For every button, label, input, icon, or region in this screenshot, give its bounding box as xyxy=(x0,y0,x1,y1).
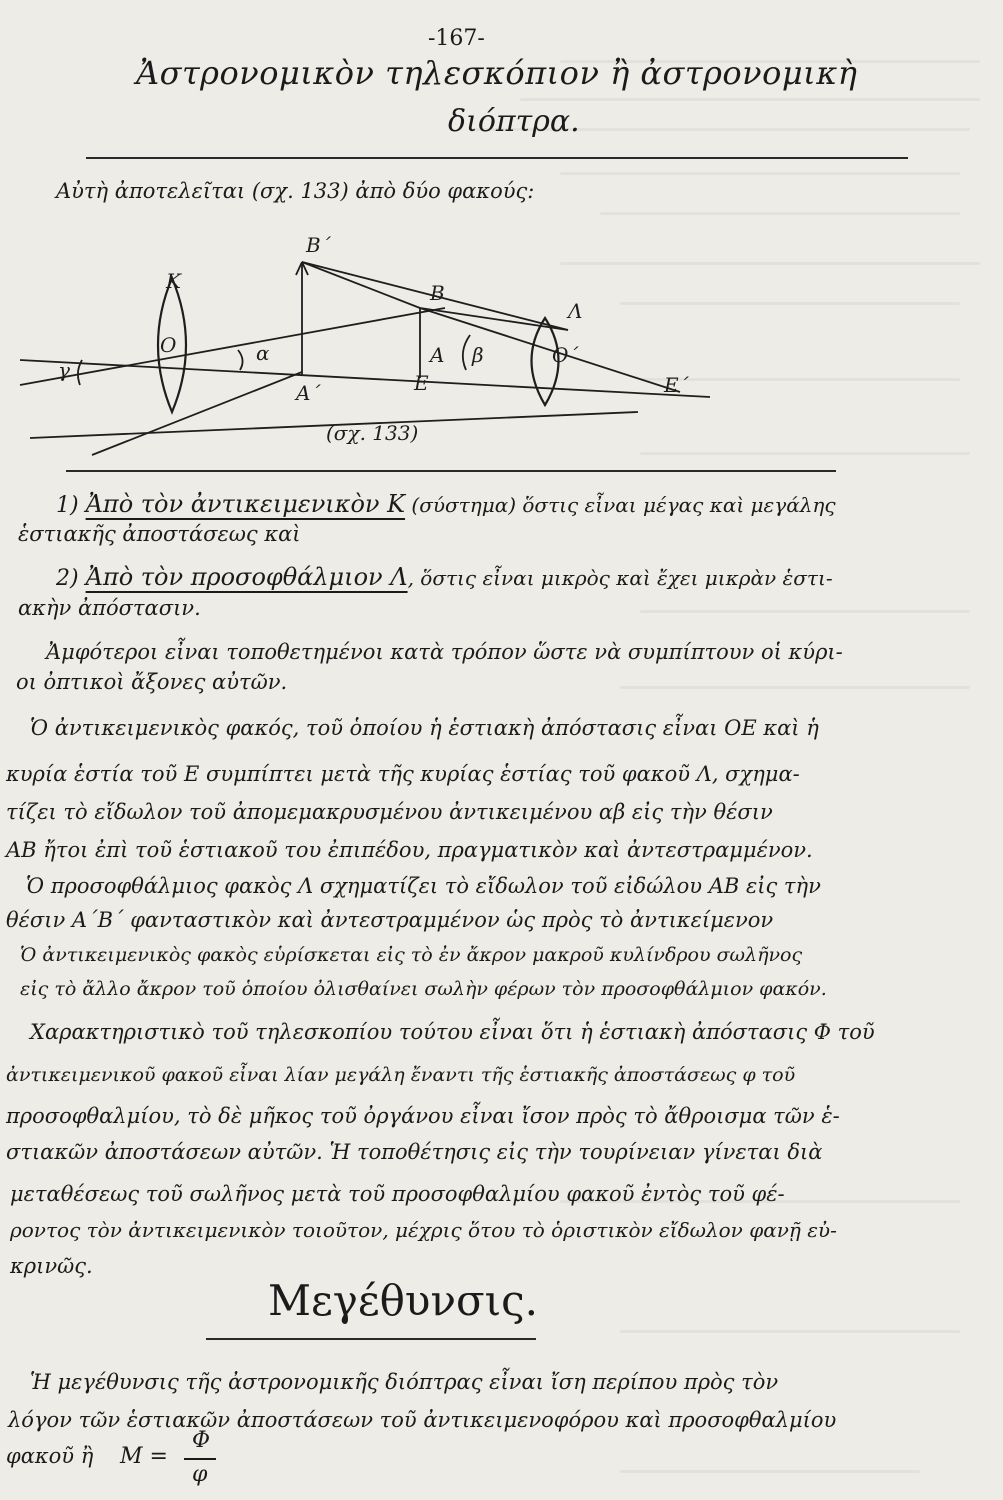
section-text-line: λόγον τῶν ἑστιακῶν ἀποστάσεων τοῦ ἀντικειμενοφόρου καὶ προσοφθαλμίου xyxy=(8,1408,837,1432)
paragraph-line: ροντος τὸν ἀντικειμενικὸν τοιοῦτον, μέχρις ὅτου τὸ ὁριστικὸν εἴδωλον φανῇ εὐ- xyxy=(10,1218,837,1242)
paragraph-line: ΑΒ ἤτοι ἐπὶ τοῦ ἑστιακοῦ του ἐπιπέδου, πραγματικὸν καὶ ἀντεστραμμένον. xyxy=(6,838,813,862)
label-A-prime: Α΄ xyxy=(296,381,321,405)
paragraph-line: Ὁ ἀντικειμενικὸς φακός, τοῦ ὁποίου ἡ ἑστιακὴ ἀπόστασις εἶναι ΟΕ καὶ ἡ xyxy=(30,716,819,740)
label-K: Κ xyxy=(166,269,181,293)
paragraph-line: οι ὀπτικοὶ ἄξονες αὐτῶν. xyxy=(16,670,288,694)
paragraph-line: θέσιν Α΄Β΄ φανταστικὸν καὶ ἀντεστραμμένον ὡς πρὸς τὸ ἀντικείμενον xyxy=(6,908,774,932)
formula-numerator: Φ xyxy=(192,1428,211,1453)
label-B-prime: Β΄ xyxy=(306,233,331,257)
section-heading-underline xyxy=(206,1338,536,1340)
label-O: Ο xyxy=(160,333,177,357)
item-2-heading: Ἀπὸ τὸν προσοφθάλμιον Λ xyxy=(85,563,408,591)
label-Lambda: Λ xyxy=(568,299,583,323)
incoming-ray-upper xyxy=(20,308,445,385)
formula-denominator: φ xyxy=(192,1462,208,1487)
paragraph-line: εἰς τὸ ἄλλο ἄκρον τοῦ ὁποίου ὀλισθαίνει σωλὴν φέρων τὸν προσοφθάλμιον φακόν. xyxy=(20,978,827,1000)
label-E: Ε xyxy=(414,371,429,395)
paragraph-line: Ἀμφότεροι εἶναι τοποθετημένοι κατὰ τρόπον ὥστε νὰ συμπίπτουν οἱ κύρι- xyxy=(46,640,843,664)
paragraph-line: μεταθέσεως τοῦ σωλῆνος μετὰ τοῦ προσοφθαλμίου φακοῦ ἐντὸς τοῦ φέ- xyxy=(10,1182,785,1206)
item-1-line-2: ἑστιακῆς ἀποστάσεως καὶ xyxy=(18,522,301,546)
angle-beta-arc xyxy=(463,335,470,370)
paragraph-line: κρινῶς. xyxy=(10,1254,93,1278)
item-2-line-2: ακὴν ἀπόστασιν. xyxy=(18,596,201,620)
figure-caption: (σχ. 133) xyxy=(326,421,419,445)
page-number: -167- xyxy=(428,26,485,51)
angle-alpha-arc xyxy=(238,350,243,370)
paragraph-line: Ὁ προσοφθάλμιος φακὸς Λ σχηματίζει τὸ εἴδωλον τοῦ εἰδώλου ΑΒ εἰς τὴν xyxy=(26,874,821,898)
label-gamma: γ xyxy=(58,358,70,382)
item-2-rest: , ὅστις εἶναι μικρὸς καὶ ἔχει μικρὰν ἑστι- xyxy=(407,566,833,590)
section-text-line: Ἡ μεγέθυνσις τῆς ἀστρονομικῆς διόπτρας εἶναι ἴση περίπου πρὸς τὸν xyxy=(30,1370,779,1394)
label-O-prime: Ο΄ xyxy=(552,343,579,367)
eye-ray-lower xyxy=(92,372,302,455)
ray-B-focus xyxy=(420,308,680,392)
label-beta: β xyxy=(472,343,484,367)
item-1-line-1 xyxy=(56,490,836,518)
section-text-line: φακοῦ ἢ xyxy=(6,1444,94,1468)
paragraph-line: ἀντικειμενικοῦ φακοῦ εἶναι λίαν μεγάλη ἔναντι τῆς ἑστιακῆς ἀποστάσεως φ τοῦ xyxy=(6,1064,796,1086)
item-2-line-1 xyxy=(56,563,833,591)
label-alpha: α xyxy=(256,341,270,365)
label-A: Α xyxy=(430,343,445,367)
paragraph-line: Ὁ ἀντικειμενικὸς φακὸς εὑρίσκεται εἰς τὸ ἐν ἄκρον μακροῦ κυλίνδρου σωλῆνος xyxy=(20,944,803,966)
paragraph-line: προσοφθαλμίου, τὸ δὲ μῆκος τοῦ ὀργάνου εἶναι ἴσον πρὸς τὸ ἄθροισμα τῶν ἑ- xyxy=(6,1104,840,1128)
ray-Bprime-B xyxy=(302,262,420,308)
item-1-prefix: 1) xyxy=(56,493,79,518)
formula-lhs: Μ = xyxy=(120,1444,168,1469)
paragraph-line: Χαρακτηριστικὸ τοῦ τηλεσκοπίου τούτου εἶναι ὅτι ἡ ἑστιακὴ ἀπόστασις Φ τοῦ xyxy=(30,1020,875,1044)
label-E-prime: Ε΄ xyxy=(664,373,689,397)
intro-text: Αὐτὴ ἀποτελεῖται (σχ. 133) ἀπὸ δύο φακούς: xyxy=(56,179,535,203)
title-line-1: Ἀστρονομικὸν τηλεσκόπιον ἢ ἀστρονομικὴ xyxy=(136,54,858,92)
label-B: Β xyxy=(430,281,445,305)
item-2-prefix: 2) xyxy=(56,566,79,591)
item-1-rest: (σύστημα) ὅστις εἶναι μέγας καὶ μεγάλης xyxy=(405,493,836,517)
section-heading: Μεγέθυνσις. xyxy=(268,1276,538,1325)
paragraph-line: τίζει τὸ εἴδωλον τοῦ ἀπομεμακρυσμένου ἀντικειμένου αβ εἰς τὴν θέσιν xyxy=(6,800,773,824)
title-line-2: διόπτρα. xyxy=(448,104,580,139)
paragraph-line: στιακῶν ἀποστάσεων αὐτῶν. Ἡ τοποθέτησις εἰς τὴν τουρίνειαν γίνεται διὰ xyxy=(6,1140,823,1164)
item-1-heading: Ἀπὸ τὸν ἀντικειμενικὸν Κ xyxy=(85,490,406,518)
formula-fraction-bar xyxy=(184,1458,216,1460)
paragraph-line: κυρία ἑστία τοῦ Ε συμπίπτει μετὰ τῆς κυρίας ἑστίας τοῦ φακοῦ Λ, σχημα- xyxy=(6,762,800,786)
figure-separator xyxy=(66,470,836,472)
